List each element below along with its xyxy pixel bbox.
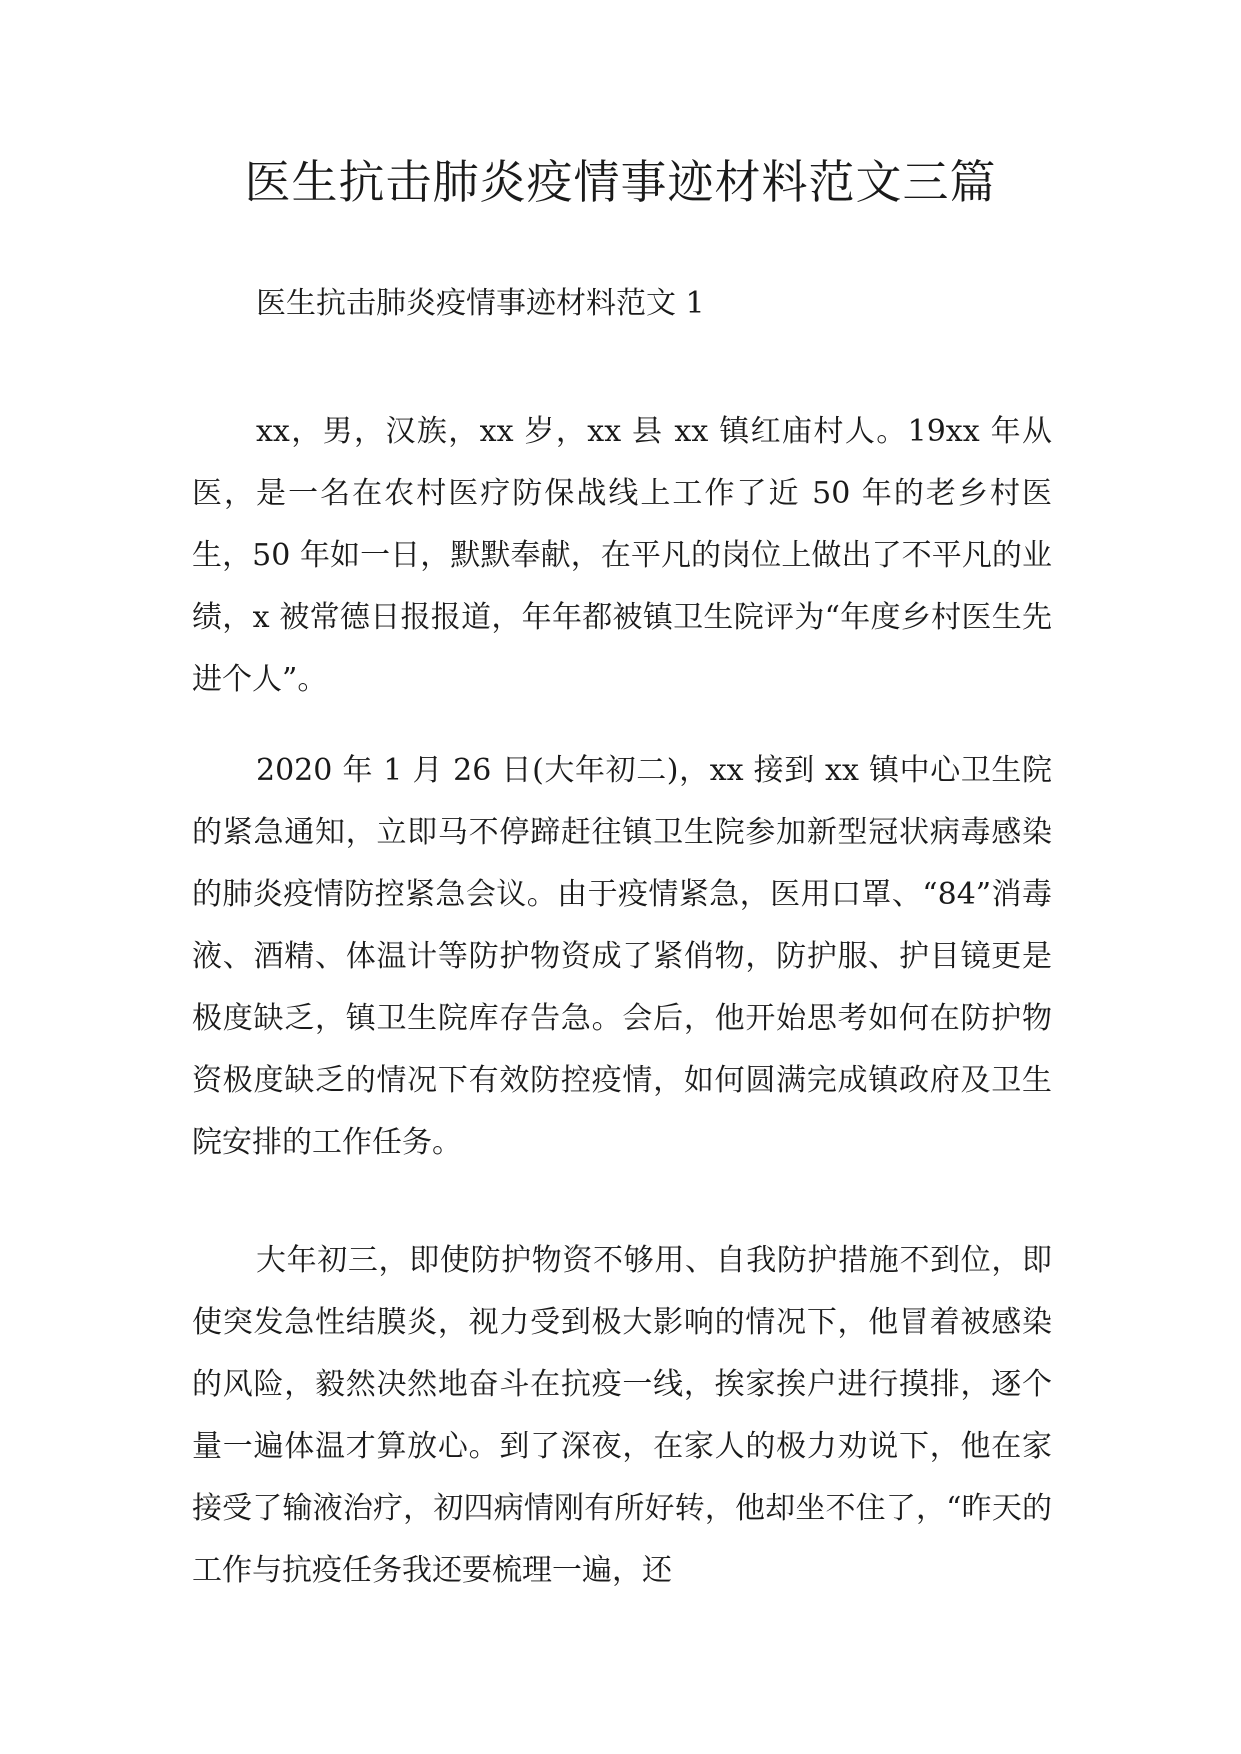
section-heading: 医生抗击肺炎疫情事迹材料范文 1 xyxy=(256,286,705,321)
paragraph-2: 2020 年 1 月 26 日(大年初二)，xx 接到 xx 镇中心卫生院的紧急通知，立即马不停蹄赶往镇卫生院参加新型冠状病毒感染的肺炎疫情防控紧急会议。由于疫情紧急，医用口罩、“84”消毒液、酒精、体温计等防护物资成了紧俏物，防护服、护目镜更是极度缺乏，镇卫生院库存告急。会后，他开始思考如何在防护物资极度缺乏的情况下有效防控疫情，如何圆满完成镇政府及卫生院安排的工作任务。 xyxy=(192,753,1052,1160)
paragraph-3: 大年初三，即使防护物资不够用、自我防护措施不到位，即使突发急性结膜炎，视力受到极大影响的情况下，他冒着被感染的风险，毅然决然地奋斗在抗疫一线，挨家挨户进行摸排，逐个量一遍体温才算放心。到了深夜，在家人的极力劝说下，他在家接受了输液治疗，初四病情刚有所好转，他却坐不住了，“昨天的工作与抗疫任务我还要梳理一遍，还 xyxy=(192,1243,1052,1588)
document-title: 医生抗击肺炎疫情事迹材料范文三篇 xyxy=(244,155,997,209)
paragraph-1: xx，男，汉族，xx 岁，xx 县 xx 镇红庙村人。19xx 年从医，是一名在农村医疗防保战线上工作了近 50 年的老乡村医生，50 年如一日，默默奉献，在平凡的岗位上做出了不平凡的业绩，x 被常德日报报道，年年都被镇卫生院评为“年度乡村医生先进个人”。 xyxy=(192,414,1052,697)
